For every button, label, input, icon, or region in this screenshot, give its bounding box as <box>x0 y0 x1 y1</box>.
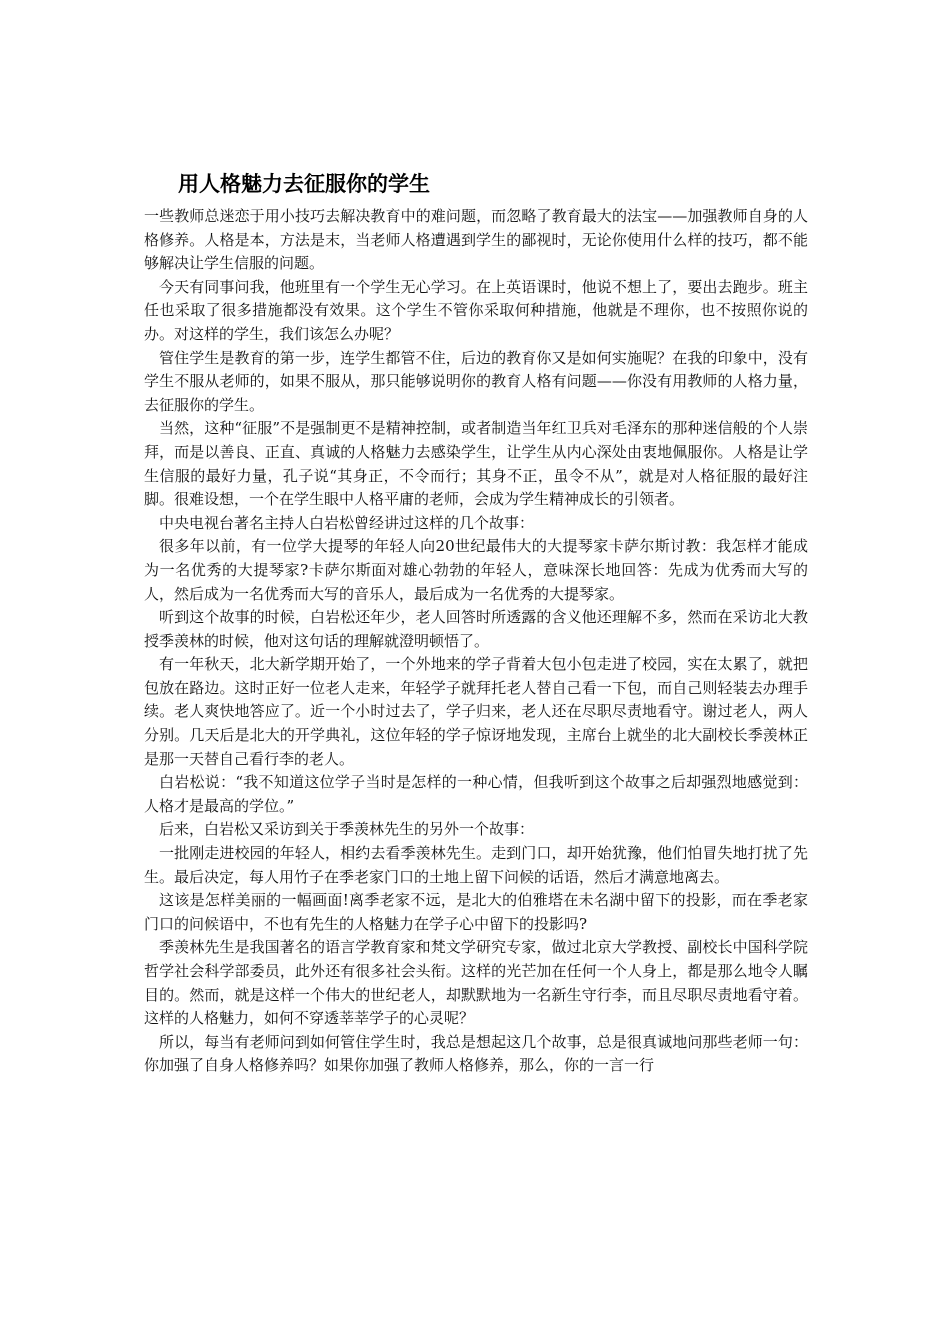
paragraph-4: 当然，这种“征服”不是强制更不是精神控制，或者制造当年红卫兵对毛泽东的那种迷信般的个人崇拜，而是以善良、正直、真诚的人格魅力去感染学生，让学生从内心深处由衷地佩服你。人格是让学生信服的最好力量，孔子说“其身正，不令而行；其身不正，虽令不从”，就是对人格征服的最好注脚。很难设想，一个在学生眼中人格平庸的老师，会成为学生精神成长的引领者。 <box>144 419 808 509</box>
paragraph-13: 季羡林先生是我国著名的语言学教育家和梵文学研究专家，做过北京大学教授、副校长中国科学院哲学社会科学部委员，此外还有很多社会头衔。这样的光芒加在任何一个人身上，都是那么地令人瞩目的。然而，就是这样一个伟大的世纪老人，却默默地为一名新生守行李，而且尽职尽责地看守着。这样的人格魅力，如何不穿透莘莘学子的心灵呢？ <box>144 938 808 1028</box>
paragraph-11: 一批刚走进校园的年轻人，相约去看季羡林先生。走到门口，却开始犹豫，他们怕冒失地打扰了先生。最后决定，每人用竹子在季老家门口的土地上留下问候的话语，然后才满意地离去。 <box>144 844 808 886</box>
paragraph-5: 中央电视台著名主持人白岩松曾经讲过这样的几个故事： <box>159 513 535 532</box>
paragraph-14: 所以，每当有老师问到如何管住学生时，我总是想起这几个故事，总是很真诚地问那些老师一句：你加强了自身人格修养吗？如果你加强了教师人格修养，那么，你的一言一行 <box>144 1032 808 1075</box>
paragraph-1: 一些教师总迷恋于用小技巧去解决教育中的难问题，而忽略了教育最大的法宝——加强教师自身的人格修养。人格是本，方法是末，当老师人格遭遇到学生的鄙视时，无论你使用什么样的技巧，都不能够解决让学生信服的问题。 <box>144 207 808 273</box>
paragraph-2: 今天有同事问我，他班里有一个学生无心学习。在上英语课时，他说不想上了，要出去跑步。班主任也采取了很多措施都没有效果。这个学生不管你采取何种措施，他就是不理你，也不按照你说的办。对这样的学生，我们该怎么办呢？ <box>144 277 808 343</box>
paragraph-12: 这该是怎样美丽的一幅画面!离季老家不远，是北大的伯雅塔在未名湖中留下的投影，而在季老家门口的问候语中，不也有先生的人格魅力在学子心中留下的投影吗? <box>144 891 808 933</box>
document-title: 用人格魅力去征服你的学生 <box>178 172 430 196</box>
paragraph-7: 听到这个故事的时候，白岩松还年少，老人回答时所透露的含义他还理解不多，然而在采访北大教授季羡林的时候，他对这句话的理解就澄明顿悟了。 <box>144 608 808 650</box>
document-body <box>144 205 808 1078</box>
paragraph-8: 有一年秋天，北大新学期开始了，一个外地来的学子背着大包小包走进了校园，实在太累了，就把包放在路边。这时正好一位老人走来，年轻学子就拜托老人替自己看一下包，而自己则轻装去办理手续。老人爽快地答应了。近一个小时过去了，学子归来，老人还在尽职尽责地看守。谢过老人，两人分别。几天后是北大的开学典礼，这位年轻的学子惊讶地发现，主席台上就坐的北大副校长季羡林正是那一天替自己看行李的老人。 <box>144 655 808 768</box>
paragraph-3: 管住学生是教育的第一步，连学生都管不住，后边的教育你又是如何实施呢？在我的印象中，没有学生不服从老师的，如果不服从，那只能够说明你的教育人格有问题——你没有用教师的人格力量，去征服你的学生。 <box>144 348 808 414</box>
paragraph-6: 很多年以前，有一位学大提琴的年轻人向20世纪最伟大的大提琴家卡萨尔斯讨教：我怎样才能成为一名优秀的大提琴家?卡萨尔斯面对雄心勃勃的年轻人，意味深长地回答：先成为优秀而大写的人，然后成为一名优秀而大写的音乐人，最后成为一名优秀的大提琴家。 <box>144 537 808 603</box>
paragraph-10: 后来，白岩松又采访到关于季羡林先生的另外一个故事： <box>159 820 535 839</box>
paragraph-9: 白岩松说：“我不知道这位学子当时是怎样的一种心情，但我听到这个故事之后却强烈地感觉到：人格才是最高的学位。” <box>144 773 808 815</box>
